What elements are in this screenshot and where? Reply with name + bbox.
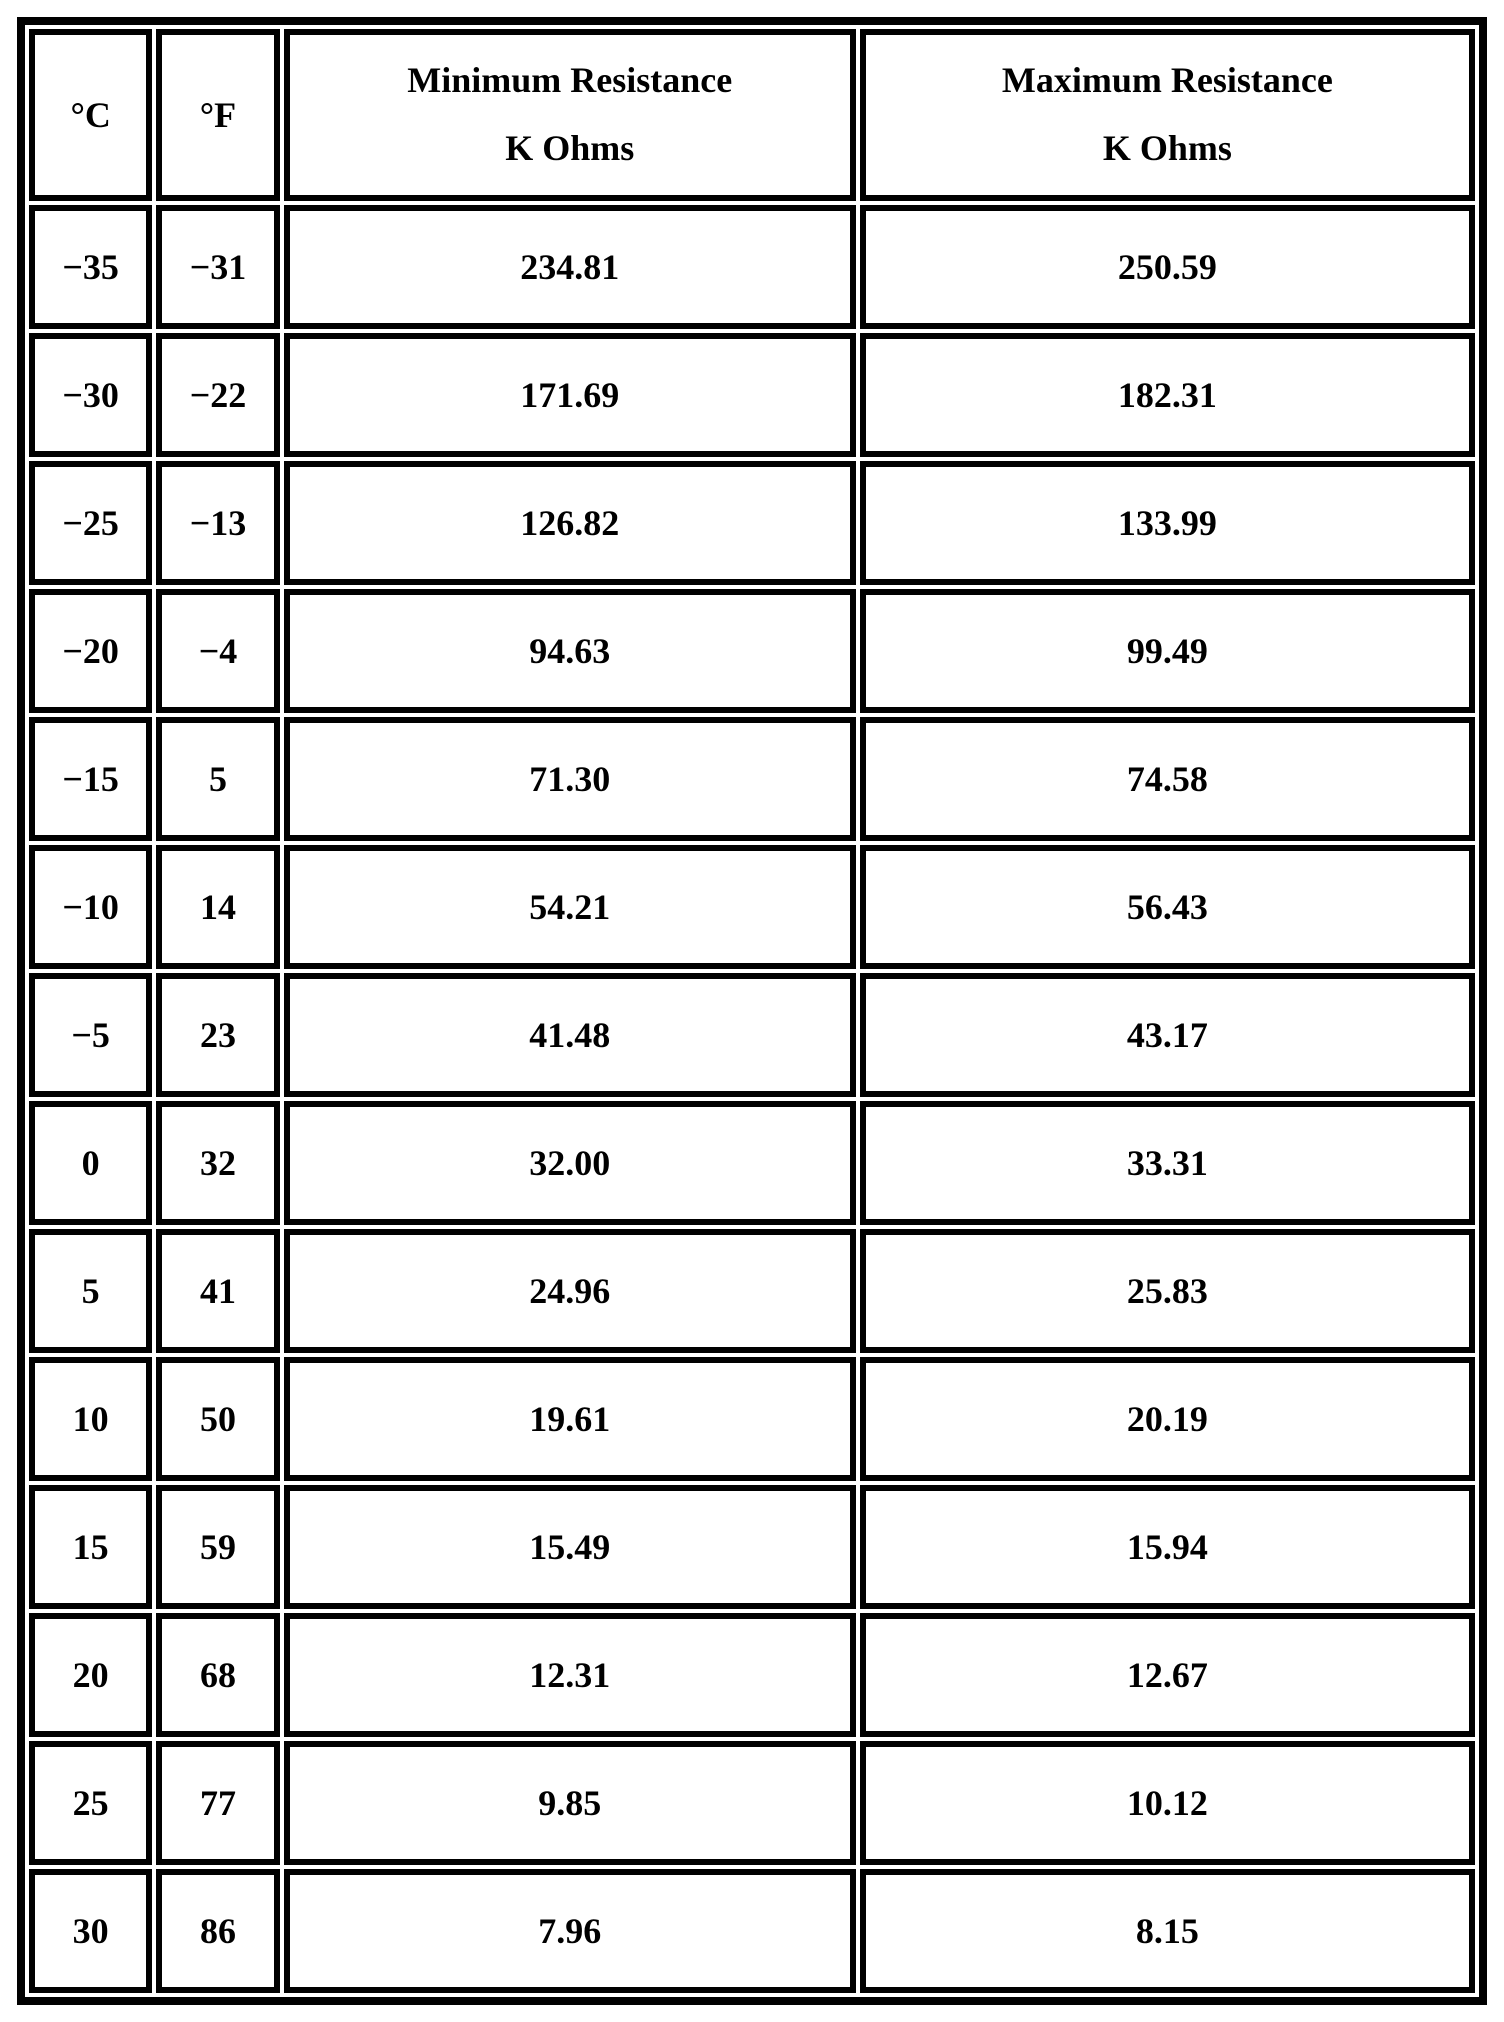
table-row [29, 1869, 1475, 1993]
cell-min-resistance: 94.63 [284, 589, 856, 713]
cell-celsius: −35 [29, 205, 152, 329]
cell-max-resistance: 133.99 [860, 461, 1475, 585]
header-fahrenheit: °F [156, 29, 279, 201]
table-row [29, 1485, 1475, 1609]
cell-min-resistance: 24.96 [284, 1229, 856, 1353]
cell-celsius: −20 [29, 589, 152, 713]
header-min-title: Minimum Resistance [407, 60, 733, 101]
table-row [29, 461, 1475, 585]
table-row [29, 205, 1475, 329]
cell-min-resistance: 15.49 [284, 1485, 856, 1609]
cell-min-resistance: 32.00 [284, 1101, 856, 1225]
cell-fahrenheit: 77 [156, 1741, 279, 1865]
cell-min-resistance: 54.21 [284, 845, 856, 969]
cell-celsius: 30 [29, 1869, 152, 1993]
cell-fahrenheit: 23 [156, 973, 279, 1097]
table-header-row [29, 29, 1475, 201]
cell-min-resistance: 171.69 [284, 333, 856, 457]
cell-fahrenheit: 32 [156, 1101, 279, 1225]
table-row [29, 1229, 1475, 1353]
cell-min-resistance: 9.85 [284, 1741, 856, 1865]
cell-max-resistance: 25.83 [860, 1229, 1475, 1353]
cell-max-resistance: 33.31 [860, 1101, 1475, 1225]
cell-celsius: −25 [29, 461, 152, 585]
table-row [29, 1613, 1475, 1737]
cell-fahrenheit: 86 [156, 1869, 279, 1993]
resistance-table [17, 17, 1487, 2005]
cell-min-resistance: 71.30 [284, 717, 856, 841]
table-row [29, 589, 1475, 713]
header-max-unit: K Ohms [1102, 128, 1232, 168]
cell-celsius: 0 [29, 1101, 152, 1225]
cell-fahrenheit: 50 [156, 1357, 279, 1481]
cell-celsius: −15 [29, 717, 152, 841]
cell-max-resistance: 43.17 [860, 973, 1475, 1097]
cell-fahrenheit: 59 [156, 1485, 279, 1609]
table-row [29, 1357, 1475, 1481]
cell-celsius: 25 [29, 1741, 152, 1865]
cell-min-resistance: 12.31 [284, 1613, 856, 1737]
cell-fahrenheit: −22 [156, 333, 279, 457]
cell-min-resistance: 234.81 [284, 205, 856, 329]
cell-max-resistance: 12.67 [860, 1613, 1475, 1737]
cell-celsius: 5 [29, 1229, 152, 1353]
header-celsius: °C [29, 29, 152, 201]
cell-max-resistance: 8.15 [860, 1869, 1475, 1993]
header-max-title: Maximum Resistance [1001, 60, 1333, 101]
cell-max-resistance: 15.94 [860, 1485, 1475, 1609]
header-min-resistance [284, 29, 856, 201]
header-min-unit: K Ohms [505, 128, 635, 168]
table-row [29, 1741, 1475, 1865]
table-row [29, 333, 1475, 457]
cell-fahrenheit: −31 [156, 205, 279, 329]
cell-min-resistance: 19.61 [284, 1357, 856, 1481]
table-row [29, 973, 1475, 1097]
cell-max-resistance: 250.59 [860, 205, 1475, 329]
cell-fahrenheit: 41 [156, 1229, 279, 1353]
table-row [29, 845, 1475, 969]
cell-celsius: 15 [29, 1485, 152, 1609]
cell-fahrenheit: −13 [156, 461, 279, 585]
cell-celsius: −5 [29, 973, 152, 1097]
table-row [29, 1101, 1475, 1225]
cell-min-resistance: 41.48 [284, 973, 856, 1097]
header-max-resistance [860, 29, 1475, 201]
cell-celsius: 10 [29, 1357, 152, 1481]
cell-fahrenheit: 5 [156, 717, 279, 841]
cell-celsius: 20 [29, 1613, 152, 1737]
cell-fahrenheit: −4 [156, 589, 279, 713]
cell-max-resistance: 182.31 [860, 333, 1475, 457]
cell-celsius: −30 [29, 333, 152, 457]
cell-max-resistance: 20.19 [860, 1357, 1475, 1481]
cell-max-resistance: 10.12 [860, 1741, 1475, 1865]
table-row [29, 717, 1475, 841]
cell-min-resistance: 7.96 [284, 1869, 856, 1993]
cell-min-resistance: 126.82 [284, 461, 856, 585]
cell-max-resistance: 99.49 [860, 589, 1475, 713]
cell-celsius: −10 [29, 845, 152, 969]
cell-max-resistance: 74.58 [860, 717, 1475, 841]
cell-fahrenheit: 68 [156, 1613, 279, 1737]
cell-max-resistance: 56.43 [860, 845, 1475, 969]
cell-fahrenheit: 14 [156, 845, 279, 969]
